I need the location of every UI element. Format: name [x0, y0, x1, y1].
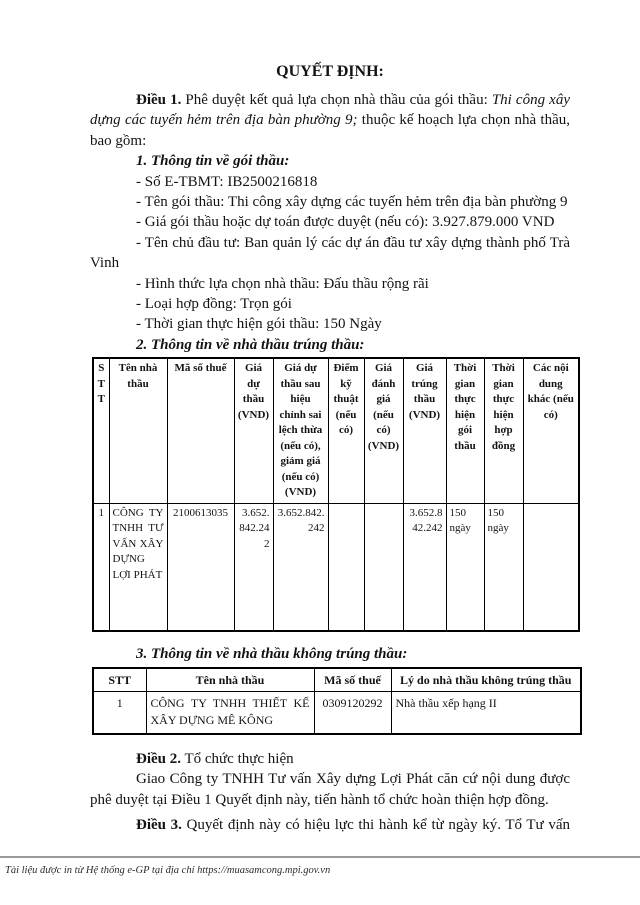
section-1-item-investor: - Tên chủ đầu tư: Ban quản lý các dự án đầu tư xây dựng thành phố Trà Vinh [90, 234, 570, 272]
column-header-tax-code: Mã số thuế [167, 358, 234, 503]
cell-tax-code: 0309120292 [314, 692, 391, 734]
cell-tax-code: 2100613035 [167, 503, 234, 631]
cell-evaluated-price [364, 503, 403, 631]
cell-other-content [523, 503, 579, 631]
section-1-item-package-name: - Tên gói thầu: Thi công xây dựng các tuyến hẻm trên địa bàn phường 9 [136, 194, 568, 211]
non-winning-bidder-table [92, 667, 582, 735]
cell-stt: 1 [93, 503, 109, 631]
section-1-item-contract-type: - Loại hợp đồng: Trọn gói [136, 296, 292, 313]
table-header-row [93, 358, 579, 503]
section-3-heading: 3. Thông tin về nhà thầu không trúng thầu: [136, 646, 408, 663]
article-2-heading [90, 749, 570, 769]
footer-divider [0, 856, 640, 858]
column-header-bidder-name: Tên nhà thầu [146, 668, 314, 692]
table-row [93, 692, 581, 734]
column-header-evaluated-price: Giá đánh giá (nếu có) (VND) [364, 358, 403, 503]
column-header-stt: STT [93, 668, 146, 692]
section-1-item-method: - Hình thức lựa chọn nhà thầu: Đấu thầu rộng rãi [136, 275, 429, 292]
cell-corrected-price: 3.652.842.242 [273, 503, 328, 631]
column-header-bid-price: Giá dự thầu (VND) [234, 358, 273, 503]
column-header-tax-code: Mã số thuế [314, 668, 391, 692]
article-1-package-name: Thi công xây dựng các tuyến hẻm trên địa bàn phường 9; [90, 92, 570, 129]
article-2-body: Giao Công ty TNHH Tư vấn Xây dựng Lợi Phát căn cứ nội dung được phê duyệt tại Điều 1 Quyết định này, tiến hành tổ chức hoàn thiện hợp đồng. [90, 771, 570, 808]
article-3-label: Điều 3. [136, 816, 182, 833]
column-header-contract-duration: Thời gian thực hiện hợp đồng [484, 358, 523, 503]
winning-bidder-table [92, 357, 580, 632]
cell-bidder-name: CÔNG TY TNHH TƯ VẤN XÂY DỰNG LỢI PHÁT [109, 503, 167, 631]
section-1-item-price: - Giá gói thầu hoặc dự toán được duyệt (nếu có): 3.927.879.000 VND [136, 214, 555, 231]
cell-contract-duration: 150 ngày [484, 503, 523, 631]
column-header-rejection-reason: Lý do nhà thầu không trúng thầu [391, 668, 581, 692]
cell-bidder-name: CÔNG TY TNHH THIẾT KẾ XÂY DỰNG MÊ KÔNG [146, 692, 314, 734]
cell-winning-price: 3.652.842.242 [403, 503, 446, 631]
column-header-bidder-name: Tên nhà thầu [109, 358, 167, 503]
footer-print-note: Tài liệu được in từ Hệ thống e-GP tại địa chỉ https://muasamcong.mpi.gov.vn [5, 865, 331, 876]
cell-technical-score [328, 503, 364, 631]
cell-bid-price: 3.652.842.242 [234, 503, 273, 631]
article-2-title: Tổ chức thực hiện [181, 750, 294, 767]
cell-package-duration: 150 ngày [446, 503, 484, 631]
article-1-tail: thuộc kế hoạch lựa chọn nhà thầu, bao gồm: [90, 112, 570, 149]
section-1-item-duration: - Thời gian thực hiện gói thầu: 150 Ngày [136, 316, 382, 333]
page-title: QUYẾT ĐỊNH: [276, 63, 384, 80]
column-header-corrected-price: Giá dự thầu sau hiệu chỉnh sai lệch thừa (nếu có), giảm giá (nếu có) (VND) [273, 358, 328, 503]
article-3-paragraph [90, 815, 570, 835]
page-footer [0, 856, 640, 877]
cell-rejection-reason: Nhà thầu xếp hạng II [391, 692, 581, 734]
column-header-other-content: Các nội dung khác (nếu có) [523, 358, 579, 503]
article-2-label: Điều 2. [136, 750, 181, 767]
article-1-label: Điều 1. [136, 92, 182, 108]
table-row [93, 503, 579, 631]
article-1-lead: Phê duyệt kết quả lựa chọn nhà thầu của gói thầu: [181, 92, 492, 108]
section-1-item-etbmt: - Số E-TBMT: IB2500216818 [136, 173, 318, 190]
article-1-paragraph [90, 90, 570, 151]
article-3-text: Quyết định này có hiệu lực thi hành kể từ ngày ký. Tổ Tư vấn [181, 816, 570, 833]
column-header-technical-score: Điểm kỹ thuật (nếu có) [328, 358, 364, 503]
section-1-heading: 1. Thông tin về gói thầu: [136, 153, 290, 170]
table-header-row [93, 668, 581, 692]
column-header-stt: STT [93, 358, 109, 503]
section-2-heading: 2. Thông tin về nhà thầu trúng thầu: [136, 336, 365, 353]
column-header-package-duration: Thời gian thực hiện gói thầu [446, 358, 484, 503]
column-header-winning-price: Giá trúng thầu (VND) [403, 358, 446, 503]
cell-stt: 1 [93, 692, 146, 734]
